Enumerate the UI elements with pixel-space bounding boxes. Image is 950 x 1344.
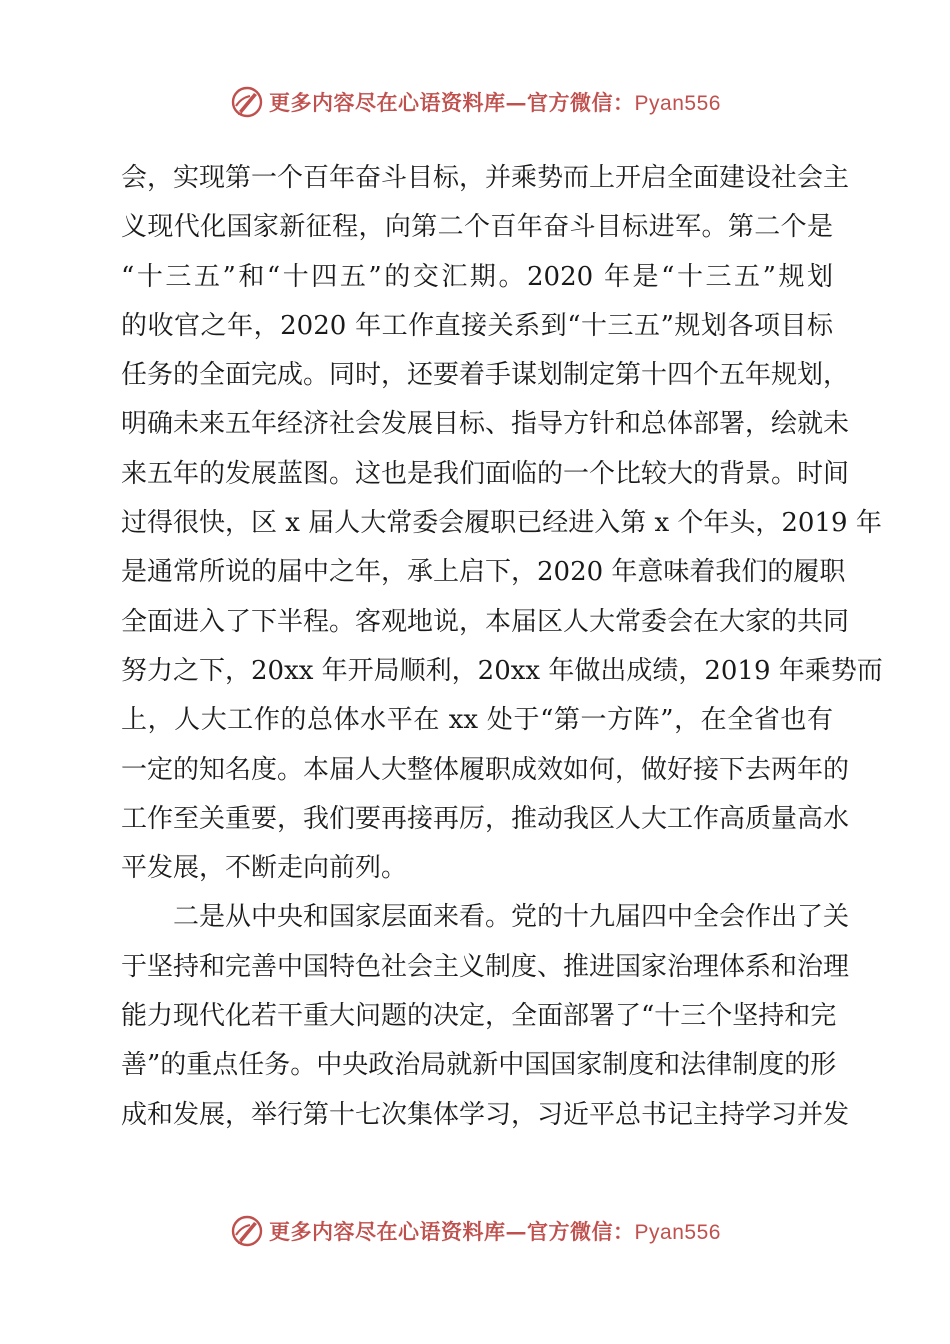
text-line: 来五年的发展蓝图。这也是我们面临的一个比较大的背景。时间	[121, 458, 850, 489]
paragraph-1	[121, 154, 883, 893]
text-line: 的收官之年，2020 年工作直接关系到“十三五”规划各项目标	[121, 310, 833, 341]
header-banner	[0, 82, 950, 122]
text-line: “十三五”和“十四五”的交汇期。2020 年是“十三五”规划	[121, 261, 833, 292]
text-line: 会，实现第一个百年奋斗目标，并乘势而上开启全面建设社会主	[121, 163, 850, 193]
quill-pen-icon	[229, 84, 265, 120]
text-line: 于坚持和完善中国特色社会主义制度、推进国家治理体系和治理	[121, 951, 850, 982]
footer-banner-text: 更多内容尽在心语资料库—官方微信：Pyan556	[269, 1219, 721, 1244]
text-line: 过得很快，区 x 届人大常委会履职已经进入第 x 个年头，2019 年	[121, 508, 882, 539]
text-line: 义现代化国家新征程，向第二个百年奋斗目标进军。第二个是	[121, 212, 833, 243]
text-line: 成和发展，举行第十七次集体学习，习近平总书记主持学习并发	[121, 1099, 850, 1130]
text-line: 工作至关重要，我们要再接再厉，推动我区人大工作高质量高水	[121, 803, 850, 834]
text-line: 二是从中央和国家层面来看。党的十九届四中全会作出了关	[173, 902, 850, 933]
header-wechat-id: Pyan556	[634, 92, 721, 115]
text-line: 上，人大工作的总体水平在 xx 处于“第一方阵”，在全省也有	[121, 705, 833, 736]
text-line: 能力现代化若干重大问题的决定，全面部署了“十三个坚持和完	[121, 1001, 837, 1032]
quill-pen-icon	[229, 1213, 265, 1249]
text-line: 全面进入了下半程。客观地说，本届区人大常委会在大家的共同	[121, 606, 850, 637]
text-line: 明确未来五年经济社会发展目标、指导方针和总体部署，绘就未	[121, 409, 850, 440]
footer-banner	[0, 1211, 950, 1251]
document-body	[121, 154, 883, 1140]
text-line: 平发展，不断走向前列。	[121, 853, 408, 884]
footer-wechat-id: Pyan556	[634, 1221, 721, 1244]
text-line: 努力之下，20xx 年开局顺利，20xx 年做出成绩，2019 年乘势而	[121, 655, 883, 686]
text-line: 善”的重点任务。中央政治局就新中国国家制度和法律制度的形	[121, 1050, 837, 1081]
text-line: 是通常所说的届中之年，承上启下，2020 年意味着我们的履职	[121, 557, 846, 588]
paragraph-2	[121, 893, 850, 1139]
text-line: 一定的知名度。本届人大整体履职成效如何，做好接下去两年的	[121, 754, 850, 785]
header-banner-text: 更多内容尽在心语资料库—官方微信：Pyan556	[269, 90, 721, 115]
text-line: 任务的全面完成。同时，还要着手谋划制定第十四个五年规划，	[121, 360, 850, 391]
